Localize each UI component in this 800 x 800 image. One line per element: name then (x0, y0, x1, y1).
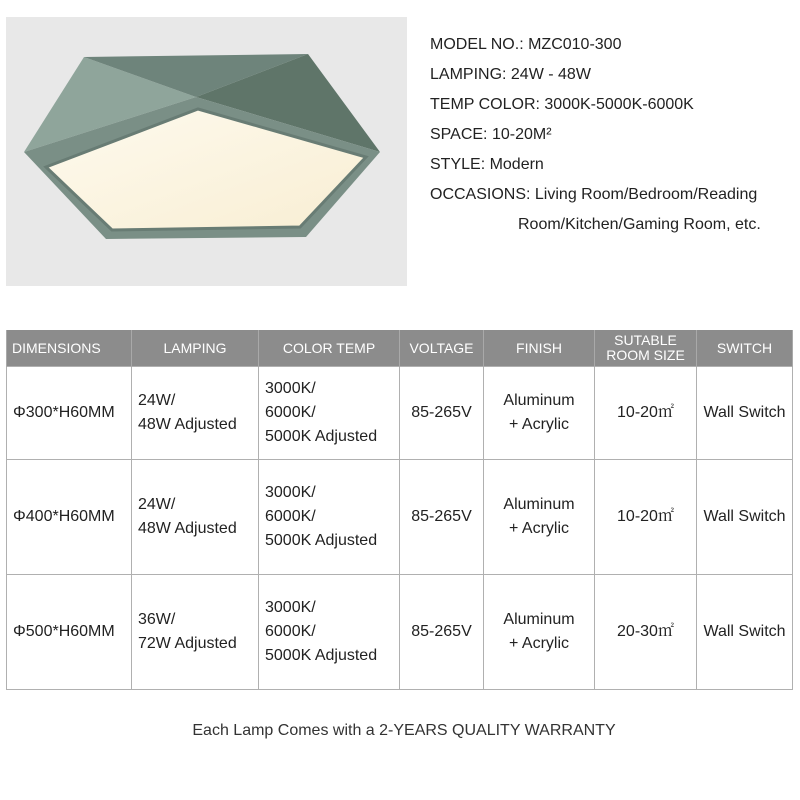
table-row (7, 367, 793, 460)
cell-finish-line: Aluminum (503, 392, 575, 409)
cell-lamping-line: 48W Adjusted (138, 520, 237, 537)
table-header-row (7, 330, 793, 367)
cell-temp-line: 3000K/ (265, 380, 316, 397)
cell-voltage: 85-265V (400, 460, 484, 575)
cell-dimensions: Φ400*H60MM (7, 460, 132, 575)
cell-color-temp (259, 367, 400, 460)
cell-voltage: 85-265V (400, 575, 484, 690)
cell-temp-line: 3000K/ (265, 484, 316, 501)
cell-finish (484, 575, 595, 690)
cell-finish-line: Aluminum (503, 496, 575, 513)
model-number: MODEL NO.: MZC010-300 (430, 36, 622, 53)
cell-finish-line: + Acrylic (508, 635, 569, 652)
pentagon-lamp-image (6, 17, 407, 286)
cell-temp-line: 6000K/ (265, 404, 316, 421)
cell-dimensions: Φ300*H60MM (7, 367, 132, 460)
space-spec: SPACE: 10-20M² (430, 126, 552, 143)
lamping-spec: LAMPING: 24W - 48W (430, 66, 591, 83)
cell-temp-line: 3000K/ (265, 599, 316, 616)
cell-finish-line: Aluminum (503, 611, 575, 628)
style-spec: STYLE: Modern (430, 156, 544, 173)
cell-switch: Wall Switch (697, 575, 793, 690)
cell-switch: Wall Switch (697, 460, 793, 575)
cell-lamping (132, 460, 259, 575)
cell-temp-line: 6000K/ (265, 623, 316, 640)
cell-color-temp (259, 575, 400, 690)
table-row (7, 460, 793, 575)
cell-temp-line: 5000K Adjusted (265, 647, 378, 664)
cell-room-size: 10-20㎡ (595, 460, 697, 575)
header-room-size-line1: SUTABLE (614, 332, 677, 348)
cell-switch: Wall Switch (697, 367, 793, 460)
cell-lamping-line: 36W/ (138, 611, 176, 628)
cell-lamping-line: 48W Adjusted (138, 416, 237, 433)
cell-lamping-line: 72W Adjusted (138, 635, 237, 652)
cell-temp-line: 5000K Adjusted (265, 428, 378, 445)
header-switch: SWITCH (697, 330, 793, 367)
header-voltage: VOLTAGE (400, 330, 484, 367)
header-dimensions: DIMENSIONS (7, 330, 132, 367)
product-photo (6, 17, 407, 286)
header-lamping: LAMPING (132, 330, 259, 367)
occasions-spec: OCCASIONS: Living Room/Bedroom/Reading (430, 186, 758, 203)
cell-lamping-line: 24W/ (138, 496, 176, 513)
cell-room-size: 10-20㎡ (595, 367, 697, 460)
header-finish: FINISH (484, 330, 595, 367)
cell-temp-line: 5000K Adjusted (265, 532, 378, 549)
cell-voltage: 85-265V (400, 367, 484, 460)
temp-color-spec: TEMP COLOR: 3000K-5000K-6000K (430, 96, 694, 113)
header-room-size-line2: ROOM SIZE (606, 347, 685, 363)
cell-finish (484, 367, 595, 460)
cell-lamping (132, 367, 259, 460)
cell-dimensions: Φ500*H60MM (7, 575, 132, 690)
cell-finish-line: + Acrylic (508, 520, 569, 537)
cell-color-temp (259, 460, 400, 575)
cell-lamping-line: 24W/ (138, 392, 176, 409)
spec-table (6, 330, 793, 690)
occasions-spec-continued: Room/Kitchen/Gaming Room, etc. (518, 216, 761, 233)
spec-list (430, 30, 795, 240)
header-color-temp: COLOR TEMP (259, 330, 400, 367)
warranty-note: Each Lamp Comes with a 2-YEARS QUALITY WARRANTY (192, 722, 616, 739)
cell-temp-line: 6000K/ (265, 508, 316, 525)
cell-finish (484, 460, 595, 575)
table-row (7, 575, 793, 690)
cell-lamping (132, 575, 259, 690)
header-room-size (595, 330, 697, 367)
cell-finish-line: + Acrylic (508, 416, 569, 433)
cell-room-size: 20-30㎡ (595, 575, 697, 690)
